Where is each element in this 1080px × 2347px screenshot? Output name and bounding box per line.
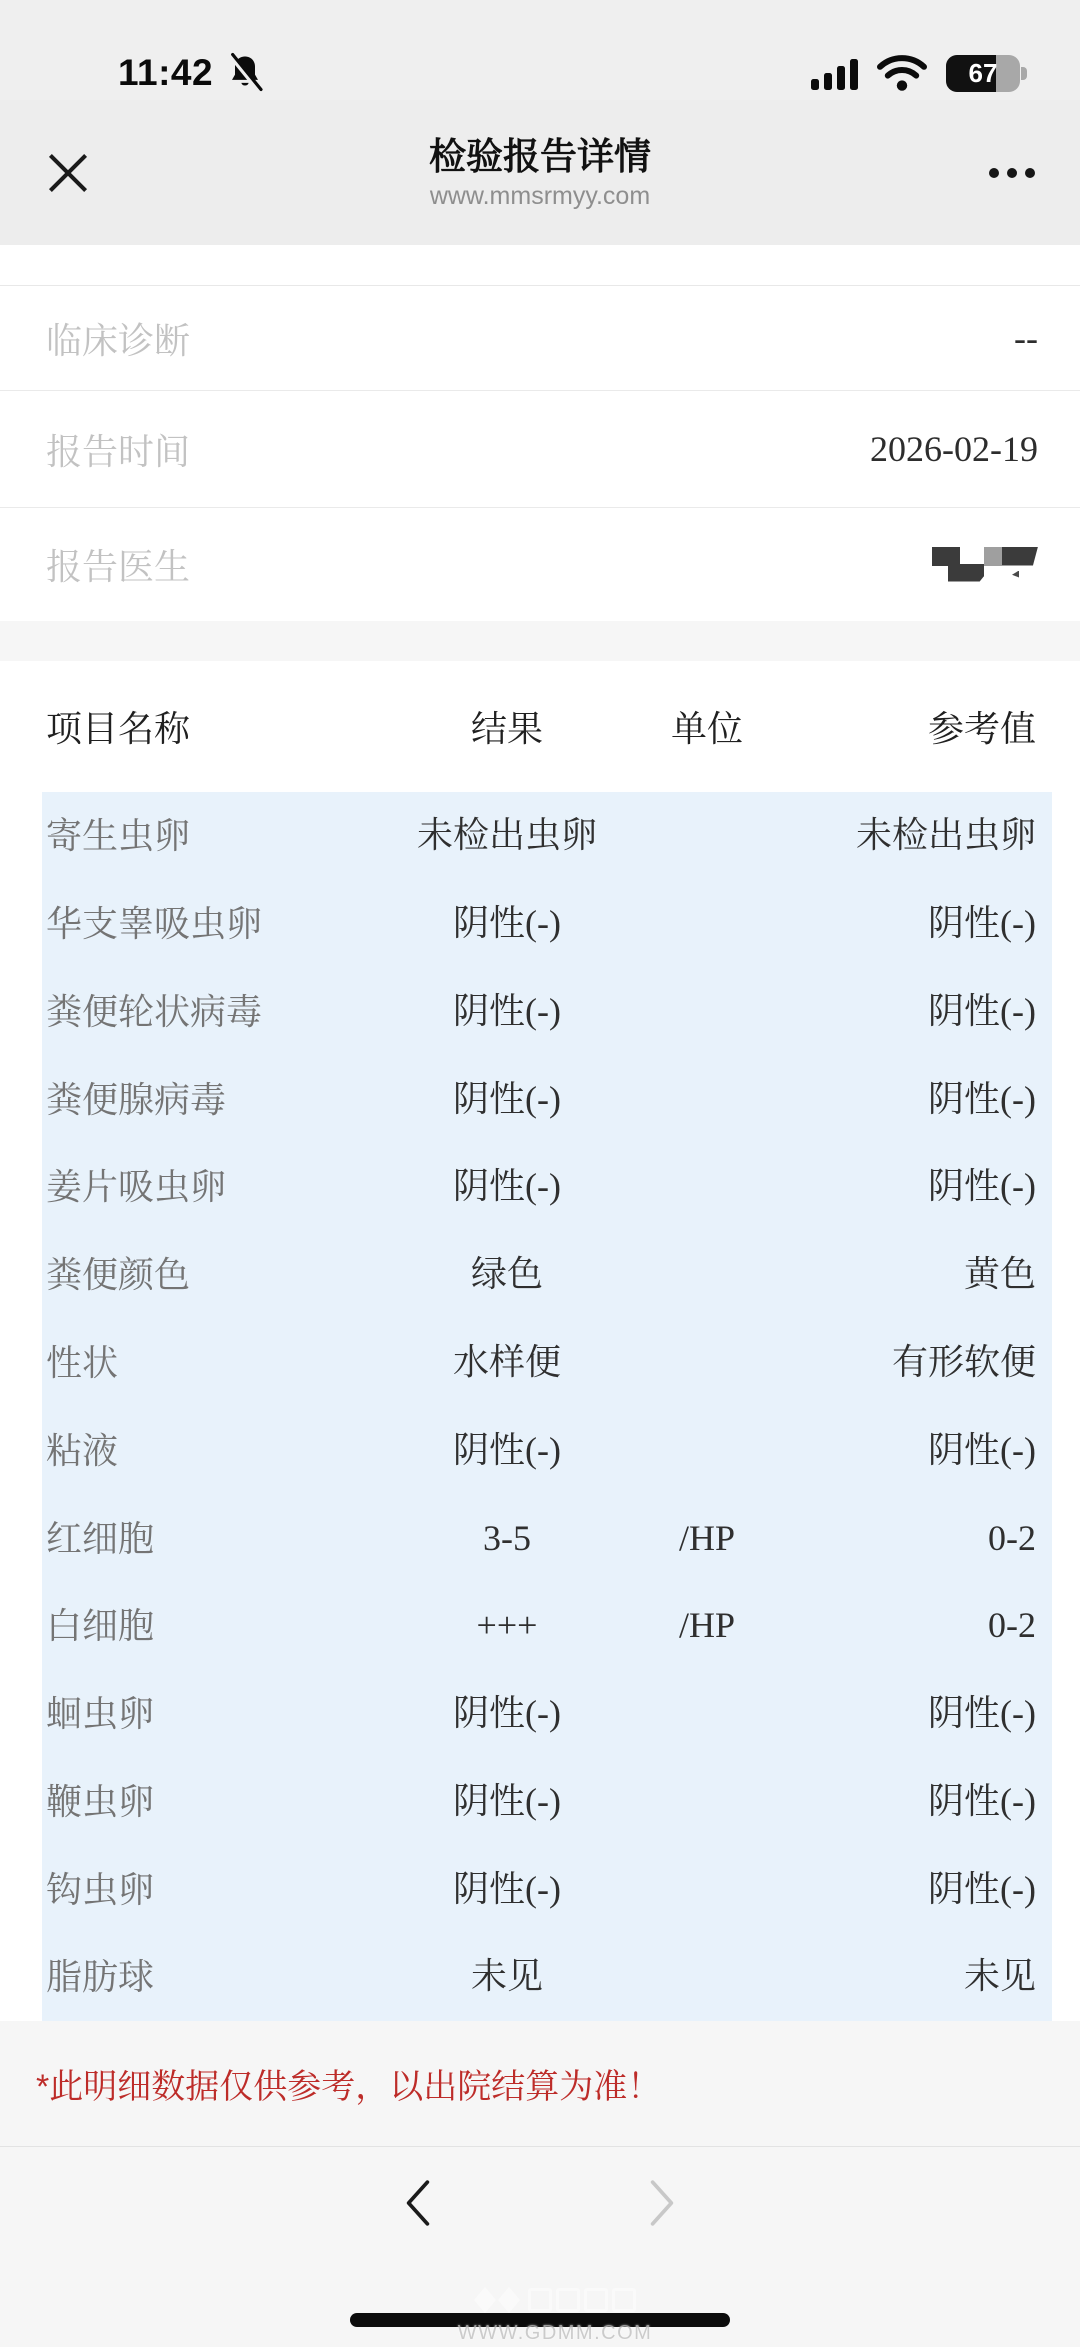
table-row [42, 1406, 1052, 1494]
wifi-icon [876, 54, 928, 92]
row-unit: /HP [678, 1517, 736, 1558]
row-result: 未检出虫卵 [416, 815, 597, 856]
previous-page-button[interactable] [401, 2179, 435, 2227]
results-table [42, 792, 1052, 2021]
row-reference: 黄色 [963, 1254, 1036, 1295]
row-reference: 未见 [963, 1956, 1036, 1997]
close-icon [45, 150, 91, 196]
row-item-name: 粪便腺病毒 [46, 1078, 227, 1120]
row-reference: 未检出虫卵 [855, 815, 1036, 856]
table-row [42, 968, 1052, 1056]
info-row-report-doctor [0, 508, 1080, 621]
row-item-name: 钩虫卵 [46, 1868, 155, 1910]
row-item-name: 蛔虫卵 [46, 1693, 155, 1735]
row-reference: 阴性(-) [928, 1078, 1036, 1119]
row-result: 水样便 [452, 1341, 561, 1382]
status-bar [0, 0, 1080, 100]
scrolled-row-remnant [0, 245, 1080, 286]
ellipsis-icon [989, 168, 999, 178]
row-reference: 有形软便 [891, 1341, 1036, 1382]
row-item-name: 寄生虫卵 [46, 815, 191, 857]
pager [0, 2179, 1080, 2227]
disclaimer-bar [0, 2021, 1080, 2147]
col-header-reference: 参考值 [927, 708, 1036, 749]
battery-icon [946, 55, 1020, 92]
report-time-value: 2026-02-19 [870, 429, 1038, 469]
info-row-report-time [0, 391, 1080, 508]
results-table-header [0, 661, 1080, 792]
table-row [42, 1670, 1052, 1758]
row-reference: 阴性(-) [928, 1693, 1036, 1734]
row-unit: /HP [678, 1605, 736, 1646]
row-item-name: 华支睾吸虫卵 [46, 903, 263, 945]
row-reference: 阴性(-) [928, 1780, 1036, 1821]
diagnosis-value: -- [1014, 318, 1038, 358]
status-time: 11:42 [118, 52, 214, 93]
bottom-area [0, 2147, 1080, 2347]
table-row [42, 1845, 1052, 1933]
row-result: 阴性(-) [453, 1429, 561, 1470]
more-menu-button[interactable] [989, 168, 1035, 178]
row-result: 阴性(-) [453, 1166, 561, 1207]
row-result: 阴性(-) [453, 1780, 561, 1821]
row-result: 绿色 [470, 1254, 543, 1295]
row-item-name: 粪便颜色 [46, 1254, 191, 1296]
row-item-name: 鞭虫卵 [46, 1780, 155, 1822]
table-row [42, 1231, 1052, 1319]
table-row [42, 1582, 1052, 1670]
page-title: 检验报告详情 [429, 135, 651, 177]
bell-slash-icon [225, 52, 265, 94]
page-url: www.mmsrmyy.com [429, 182, 651, 211]
table-row [42, 1933, 1052, 2021]
watermark-logo-icon [474, 2287, 520, 2313]
row-item-name: 白细胞 [46, 1605, 155, 1647]
row-result: +++ [476, 1605, 538, 1646]
row-result: 阴性(-) [453, 1078, 561, 1119]
row-reference: 阴性(-) [928, 1868, 1036, 1909]
table-row [42, 1494, 1052, 1582]
row-reference: 0-2 [988, 1517, 1036, 1558]
table-row [42, 1143, 1052, 1231]
row-result: 未见 [470, 1956, 543, 1997]
col-header-unit: 单位 [670, 708, 743, 749]
webview-navbar [0, 100, 1080, 245]
row-item-name: 粘液 [46, 1429, 119, 1471]
section-spacer [0, 621, 1080, 661]
report-time-label: 报告时间 [46, 430, 191, 472]
battery-percent: 67 [968, 57, 998, 88]
chevron-right-icon [645, 2179, 679, 2227]
row-result: 阴性(-) [453, 990, 561, 1031]
col-header-item: 项目名称 [46, 708, 191, 749]
row-result: 阴性(-) [453, 1868, 561, 1909]
close-button[interactable] [45, 150, 91, 196]
cellular-signal-icon [811, 56, 858, 90]
table-row [42, 1319, 1052, 1407]
table-row [42, 792, 1052, 880]
row-item-name: 姜片吸虫卵 [46, 1166, 227, 1208]
next-page-button[interactable] [645, 2179, 679, 2227]
table-row [42, 1055, 1052, 1143]
row-result: 3-5 [483, 1517, 531, 1558]
row-item-name: 粪便轮状病毒 [46, 990, 263, 1032]
row-reference: 阴性(-) [928, 990, 1036, 1031]
watermark-url: WWW.GDMM.COM [457, 2322, 653, 2344]
row-item-name: 红细胞 [46, 1517, 155, 1559]
row-result: 阴性(-) [453, 903, 561, 944]
col-header-result: 结果 [470, 708, 543, 749]
redacted-doctor-name [932, 545, 1038, 585]
row-reference: 阴性(-) [928, 903, 1036, 944]
row-reference: 阴性(-) [928, 1166, 1036, 1207]
chevron-left-icon [401, 2179, 435, 2227]
home-indicator[interactable] [350, 2313, 730, 2327]
table-row [42, 1758, 1052, 1846]
disclaimer-text: *此明细数据仅供参考，以出院结算为准！ [36, 2068, 662, 2106]
row-reference: 0-2 [988, 1605, 1036, 1646]
info-row-diagnosis [0, 286, 1080, 391]
row-result: 阴性(-) [453, 1693, 561, 1734]
report-doctor-label: 报告医生 [46, 546, 191, 587]
table-row [42, 880, 1052, 968]
row-reference: 阴性(-) [928, 1429, 1036, 1470]
watermark-glyphs [528, 2288, 636, 2312]
row-item-name: 脂肪球 [46, 1956, 155, 1998]
diagnosis-label: 临床诊断 [46, 319, 191, 361]
row-item-name: 性状 [46, 1341, 119, 1383]
